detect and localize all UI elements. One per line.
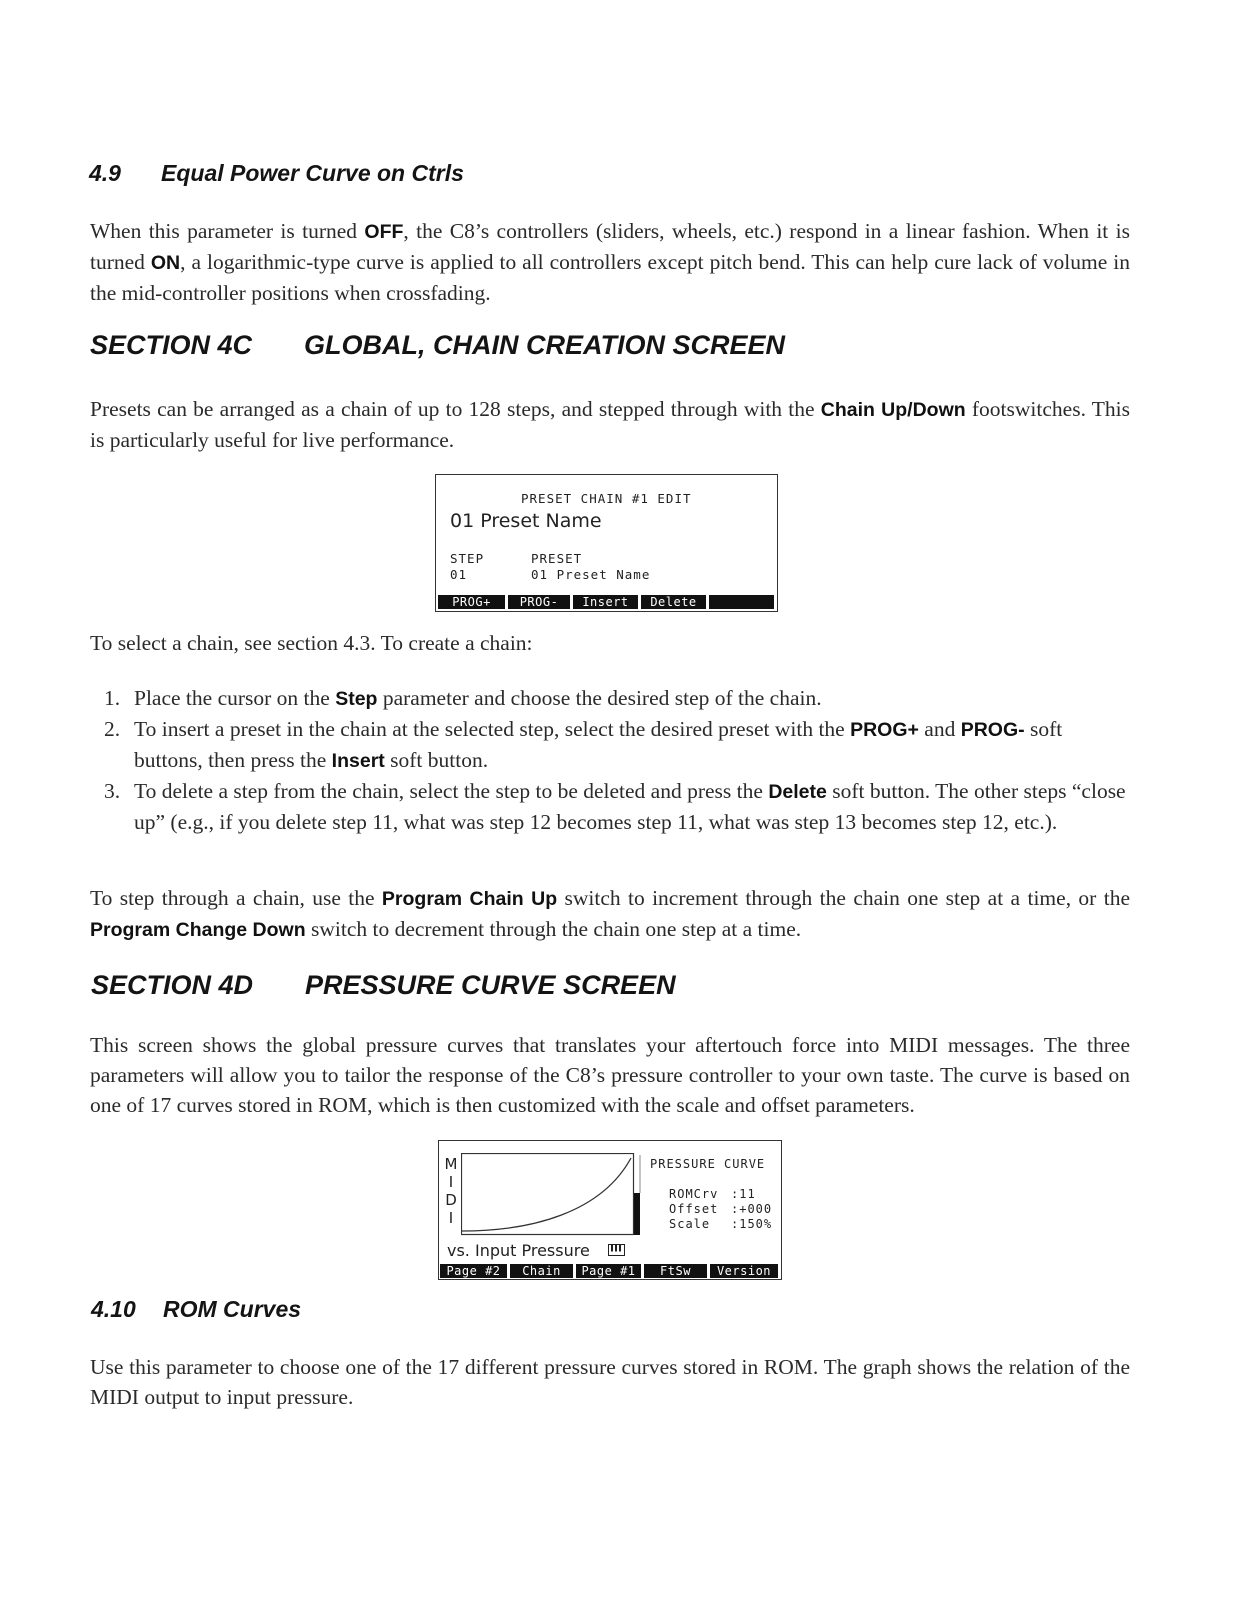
preset-chain-lcd [435,474,778,612]
graph-frame [462,1154,634,1235]
text: switch to decrement through the chain one step at a time. [305,917,802,941]
text: and [918,717,961,741]
heading-section-4d [91,970,676,1001]
param-offset-value[interactable]: :+000 [731,1202,773,1216]
bold-term: Insert [331,750,385,772]
midi-letter: M [444,1155,458,1173]
text: footswitches. This is particularly useful for live performance. [90,397,1130,452]
heading-number: 4.10 [91,1296,136,1322]
heading-4-10 [91,1296,301,1323]
paragraph-step-through [90,883,1130,945]
midi-letter: I [448,1209,454,1227]
list-number: 2. [104,717,121,741]
list-item [104,683,1130,714]
graph-x-label: vs. Input Pressure [447,1241,590,1260]
section-number: SECTION 4C [90,330,253,360]
pressure-curve-lcd [438,1140,782,1280]
bold-term: Program Chain Up [381,888,558,910]
section-number: SECTION 4D [91,970,254,1000]
text: When this parameter is turned [90,219,365,243]
paragraph-select-chain: To select a chain, see section 4.3. To create a chain: [90,631,533,655]
bold-term: Delete [768,781,827,803]
text: , the C8’s controllers (sliders, wheels, etc.) respond in a linear fashion. When it is turned [90,219,1130,274]
text: soft button. [384,748,489,772]
softkey-chain[interactable]: Chain [510,1264,576,1278]
softkey-blank[interactable] [709,595,774,609]
lcd-softkey-bar [438,595,774,609]
list-number: 3. [104,779,121,803]
steps-list [104,683,1130,837]
text: Place the cursor on the [134,686,336,710]
paragraph-chain-intro [90,394,1130,455]
text: soft button. The other steps “close up” (e.g., if you delete step 11, what was step 12 becomes step 11, what was step 13 becomes step 12, etc.). [134,779,1126,834]
bold-term: ON [150,252,181,274]
param-scale-value[interactable]: :150% [731,1217,773,1231]
paragraph-pressure-curve: This screen shows the global pressure curves that translates your aftertouch force into MIDI messages. The three parameters will allow you to tailor the response of the C8’s pressure controller to your own taste. The curve is based on one of 17 curves stored in ROM, which is then customized with the scale and offset parameters. [90,1033,1130,1117]
text: To delete a step from the chain, select the step to be deleted and press the [134,779,769,803]
midi-letter: I [448,1173,454,1191]
section-title: GLOBAL, CHAIN CREATION SCREEN [304,330,786,360]
lcd-step-value: 01 [450,567,468,582]
pressure-curve-graph [461,1153,643,1241]
bold-term: Step [335,688,378,710]
softkey-ftsw[interactable]: FtSw [644,1264,710,1278]
param-romcrv-label: ROMCrv [669,1187,719,1201]
bold-term: Chain Up/Down [820,399,966,421]
softkey-page-1[interactable]: Page #1 [576,1264,644,1278]
paragraph-rom-curves: Use this parameter to choose one of the 17 different pressure curves stored in ROM. The graph shows the relation of the MIDI output to input pressure. [90,1355,1130,1409]
section-title: PRESSURE CURVE SCREEN [305,970,676,1000]
list-number: 1. [104,686,121,710]
heading-number: 4.9 [89,160,121,186]
softkey-version[interactable]: Version [716,1264,772,1278]
pressure-level-bar [634,1193,640,1235]
text: To insert a preset in the chain at the selected step, select the desired preset with the [134,717,851,741]
heading-title: Equal Power Curve on Ctrls [161,160,464,186]
lcd-preset-value: 01 Preset Name [531,567,651,582]
param-scale-label: Scale [669,1217,711,1231]
keyboard-icon [608,1244,626,1257]
softkey-page-2[interactable]: Page #2 [440,1264,510,1278]
lcd-pressure-title: PRESSURE CURVE [650,1157,766,1171]
midi-letter: D [445,1191,457,1209]
text: , a logarithmic-type curve is applied to all controllers except pitch bend. This can help cure lack of volume in the mid-controller positions when crossfading. [90,250,1130,305]
heading-section-4c [90,330,785,361]
text: switch to increment through the chain one step at a time, or the [557,886,1130,910]
midi-vertical-label [444,1155,458,1227]
softkey-delete[interactable]: Delete [641,595,709,609]
bold-term: PROG+ [850,719,919,741]
lcd-step-label: STEP [450,551,485,566]
lcd-preset-label: PRESET [531,551,583,566]
text: Presets can be arranged as a chain of up to 128 steps, and stepped through with the [90,397,821,421]
param-offset-label: Offset [669,1202,719,1216]
lcd-preset-name: 01 Preset Name [450,510,602,532]
bold-term: Program Change Down [90,919,306,941]
heading-title: ROM Curves [163,1296,302,1322]
list-item [104,714,1130,776]
pressure-curve-line [462,1158,631,1231]
paragraph-equal-power [90,216,1130,308]
softkey-prog-minus[interactable]: PROG- [508,595,573,609]
list-item [104,776,1130,837]
text: soft buttons, then press the [134,717,1063,772]
bold-term: OFF [364,221,404,243]
lcd-header: PRESET CHAIN #1 EDIT [521,491,692,506]
heading-4-9 [89,160,464,187]
lcd-softkey-bar [440,1264,778,1278]
text: parameter and choose the desired step of the chain. [377,686,822,710]
param-romcrv-value[interactable]: :11 [731,1187,756,1201]
softkey-prog-plus[interactable]: PROG+ [438,595,508,609]
text: To step through a chain, use the [90,886,382,910]
bold-term: PROG- [960,719,1025,741]
softkey-insert[interactable]: Insert [573,595,641,609]
